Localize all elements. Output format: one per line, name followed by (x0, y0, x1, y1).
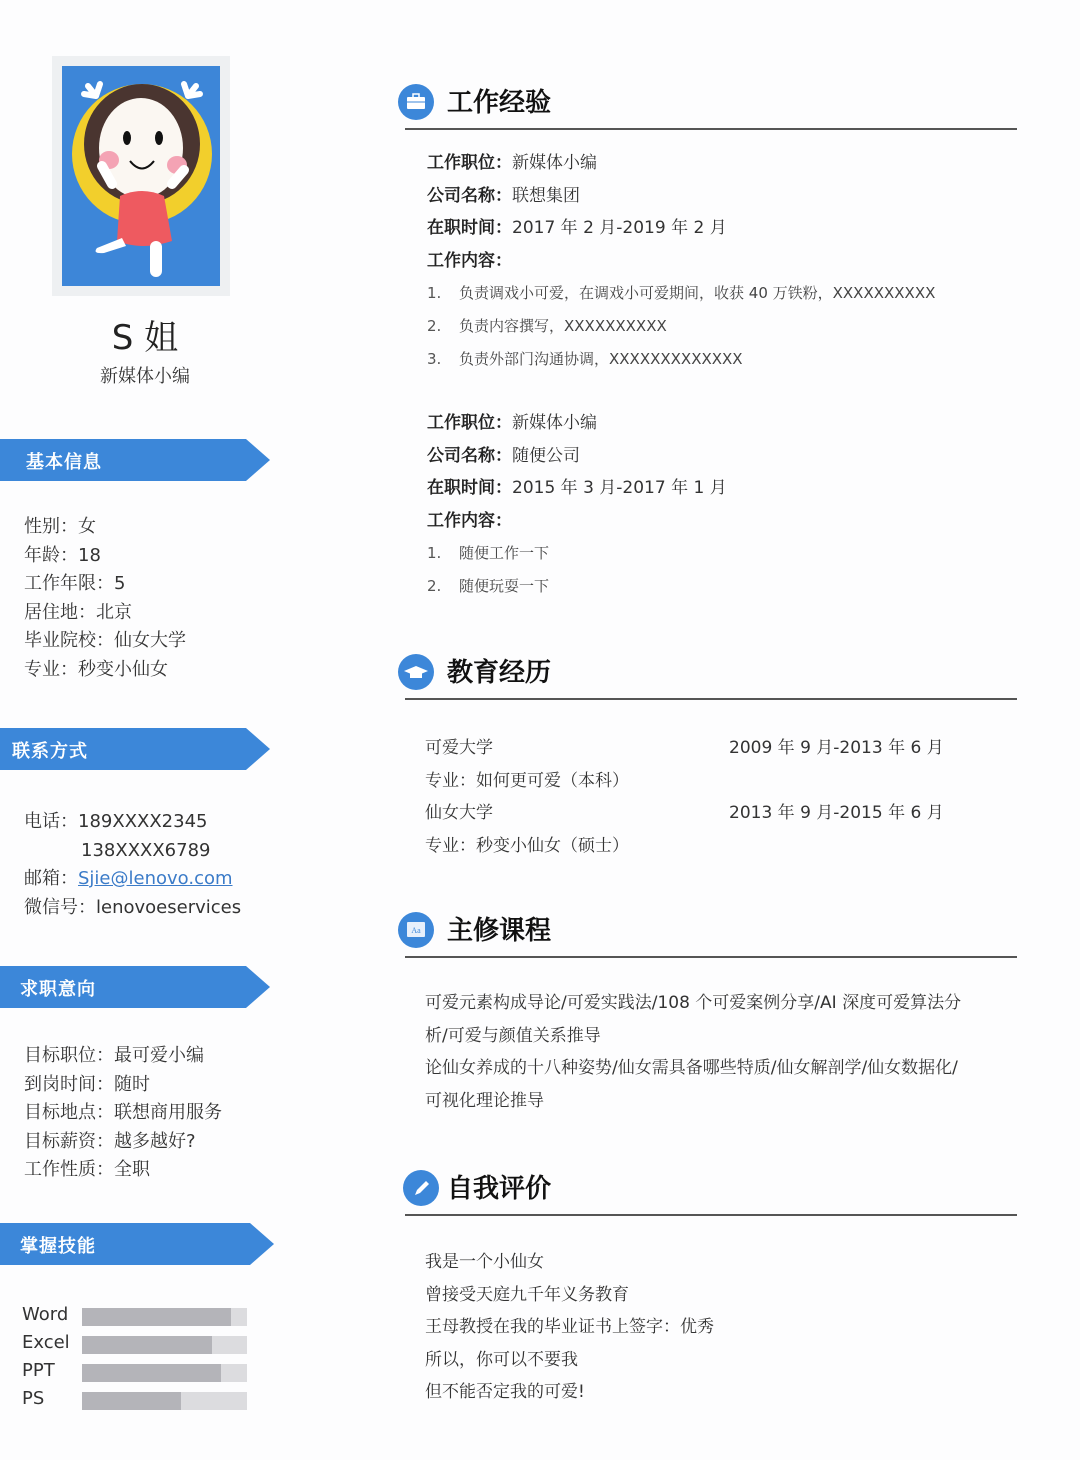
skill-ppt: PPT (22, 1358, 262, 1386)
section-banner-skills (0, 1223, 275, 1265)
job-intent-list (24, 1042, 222, 1185)
section-banner-contact (0, 728, 270, 770)
profile-name: S 姐 (111, 318, 179, 358)
info-gender: 性别：女 (24, 516, 96, 537)
school-row: 仙女大学 2013 年 9 月-2015 年 6 月 (425, 803, 944, 823)
graduation-cap-icon (398, 654, 434, 690)
courses-text: 可爱元素构成导论/可爱实践法/108 个可爱案例分享/AI 深度可爱算法分 析/可爱与颜值关系推导 论仙女养成的十八种姿势/仙女需具备哪些特质/仙女解剖学/仙女数据化/ 可视化理论推导 (425, 993, 962, 1111)
divider (405, 1214, 1017, 1216)
duty-item: 3. 负责外部门沟通协调，XXXXXXXXXXXXX (427, 349, 743, 368)
contact-phone-2: 138XXXX6789 (81, 839, 211, 861)
intent-location: 目标地点：联想商用服务 (24, 1102, 222, 1123)
section-banner-basic-info (0, 439, 270, 481)
section-header-work (395, 82, 1017, 132)
banner-label: 求职意向 (20, 979, 96, 1000)
contact-phone: 电话：189XXXX2345 (24, 811, 208, 832)
info-residence: 居住地：北京 (24, 601, 132, 623)
skills-list (22, 1302, 262, 1414)
info-school: 毕业院校：仙女大学 (24, 630, 186, 651)
skill-word: Word (22, 1302, 262, 1330)
divider (405, 698, 1017, 700)
section-title: 主修课程 (447, 916, 552, 946)
intent-start: 到岗时间：随时 (24, 1073, 150, 1095)
skill-bar (82, 1308, 247, 1326)
email-link[interactable]: Sjie@lenovo.com (78, 868, 233, 889)
contact-wechat: 微信号：lenovoeservices (24, 896, 242, 918)
section-title: 教育经历 (447, 658, 552, 688)
contact-email: 邮箱：Sjie@lenovo.com (24, 868, 233, 889)
contact-list (24, 808, 241, 922)
avatar (62, 66, 220, 286)
svg-text:Aa: Aa (411, 926, 421, 935)
skill-bar (82, 1336, 247, 1354)
self-eval-text: 我是一个小仙女 曾接受天庭九千年义务教育 王母教授在我的毕业证书上签字：优秀 所以，你可以不要我 但不能否定我的可爱! (425, 1252, 714, 1402)
basic-info-list (24, 513, 186, 684)
major-row: 专业：秒变小仙女（硕士） (425, 835, 629, 856)
skill-bar (82, 1392, 247, 1410)
sidebar (0, 0, 290, 1460)
section-header-courses (395, 910, 1017, 960)
job-entry: 工作职位：新媒体小编 公司名称：随便公司 在职时间：2015 年 3 月-2017 年 1 月 工作内容： 1. 随便工作一下 2. 随便玩耍一下 (427, 407, 727, 603)
avatar-frame (52, 56, 230, 296)
section-title: 工作经验 (447, 88, 552, 118)
duty-item: 1. 负责调戏小可爱，在调戏小可爱期间，收获 40 万铁粉，XXXXXXXXXX (427, 284, 936, 303)
duty-item: 2. 负责内容撰写，XXXXXXXXXX (427, 316, 667, 335)
cartoon-girl-icon (62, 66, 220, 286)
info-years: 工作年限：5 (24, 573, 126, 594)
skill-excel: Excel (22, 1330, 262, 1358)
banner-label: 联系方式 (12, 741, 88, 762)
divider (405, 128, 1017, 130)
section-header-education (395, 652, 1017, 702)
duty-item: 2. 随便玩耍一下 (427, 576, 550, 595)
profile-role: 新媒体小编 (100, 366, 190, 387)
intent-type: 工作性质：全职 (24, 1159, 150, 1180)
skill-bar (82, 1364, 247, 1382)
education-list (425, 732, 985, 862)
main-content (395, 0, 1035, 1460)
skill-ps: PS (22, 1386, 262, 1414)
school-row: 可爱大学 2009 年 9 月-2013 年 6 月 (425, 738, 944, 758)
intent-salary: 目标薪资：越多越好? (24, 1130, 196, 1152)
info-age: 年龄：18 (24, 544, 101, 566)
section-banner-job-intent (0, 966, 270, 1008)
job-entry: 工作职位：新媒体小编 公司名称：联想集团 在职时间：2017 年 2 月-2019 年 2 月 工作内容： 1. 负责调戏小可爱，在调戏小可爱期间，收获 40 万铁粉，XXXXXXXXXX 2. 负责内容撰写，XXXXXXXXXX 3. 负责外部门沟通协调，XXXXXXXXXXXXX (427, 147, 935, 375)
info-major: 专业：秒变小仙女 (24, 658, 168, 680)
font-aa-icon (398, 912, 434, 948)
divider (405, 956, 1017, 958)
major-row: 专业：如何更可爱（本科） (425, 770, 629, 791)
intent-position: 目标职位：最可爱小编 (24, 1045, 204, 1066)
section-title: 自我评价 (447, 1174, 552, 1204)
pencil-icon (403, 1170, 439, 1206)
banner-label: 掌握技能 (20, 1236, 96, 1257)
duty-item: 1. 随便工作一下 (427, 544, 550, 563)
section-header-self-eval (395, 1168, 1017, 1218)
banner-label: 基本信息 (26, 452, 102, 473)
briefcase-icon (398, 84, 434, 120)
